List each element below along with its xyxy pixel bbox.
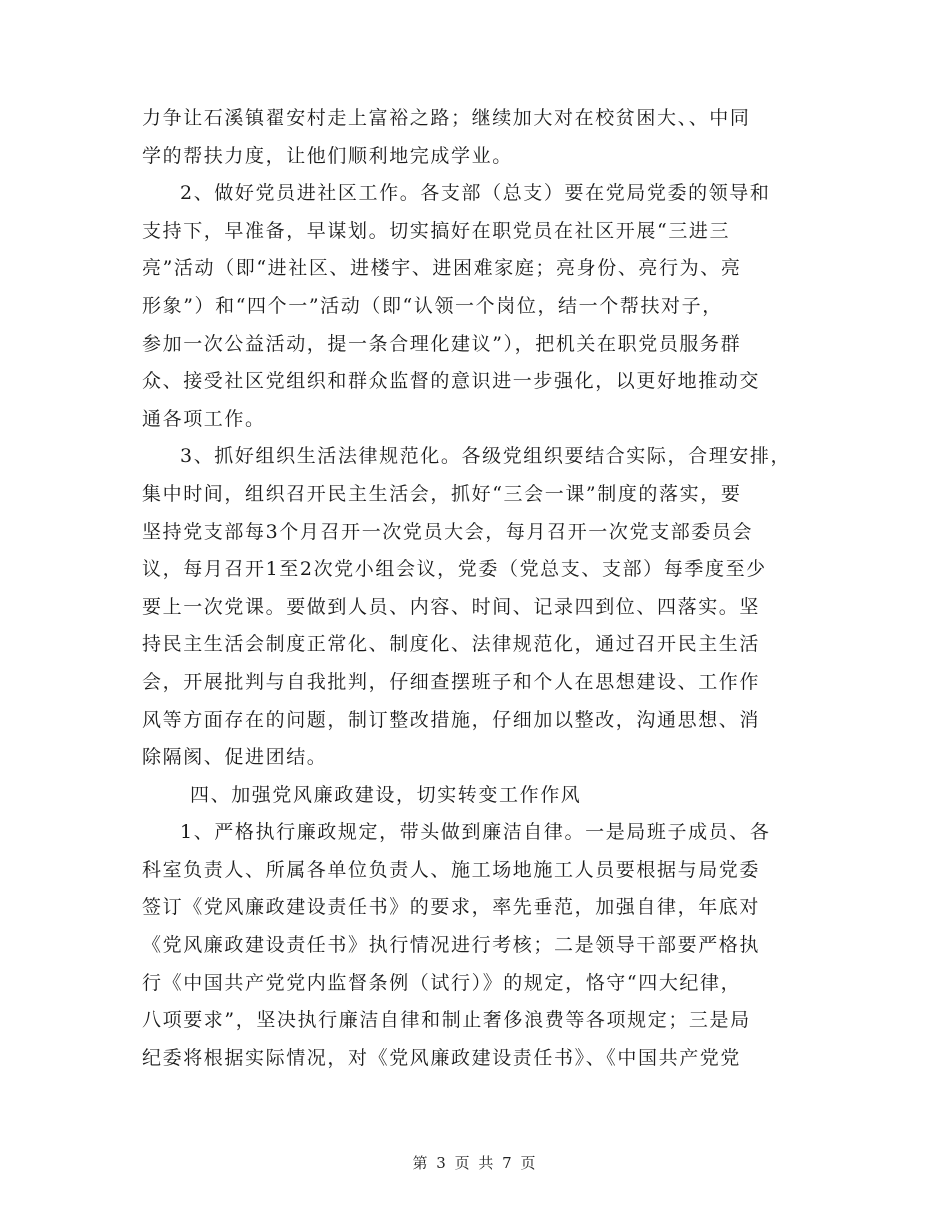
text-line: 参加一次公益活动，提一条合理化建议”），把机关在职党员服务群 (142, 332, 742, 355)
text-line: 风等方面存在的问题，制订整改措施，仔细加以整改，沟通思想、消 (142, 708, 761, 731)
text-line: 学的帮扶力度，让他们顺利地完成学业。 (142, 144, 513, 167)
page-number-footer: 第 3 页 共 7 页 (412, 1154, 538, 1172)
text-line: 形象”）和“四个一”活动（即“认领一个岗位，结一个帮扶对子， (142, 294, 723, 317)
text-line: 支持下，早准备，早谋划。切实搞好在职党员在社区开展“三进三 (142, 219, 731, 242)
text-line: 持民主生活会制度正常化、制度化、法律规范化，通过召开民主生活 (142, 633, 761, 656)
text-line: 行《中国共产党党内监督条例（试行）》的规定，恪守“四大纪律， (142, 971, 742, 994)
text-line: 坚持党支部每3个月召开一次党员大会，每月召开一次党支部委员会 (142, 520, 754, 543)
paragraph-start-line: 2、做好党员进社区工作。各支部（总支）要在党局党委的领导和 (180, 182, 771, 205)
text-line: 《党风廉政建设责任书》执行情况进行考核；二是领导干部要严格执 (142, 934, 761, 957)
text-line: 除隔阂、促进团结。 (142, 746, 328, 769)
text-line: 纪委将根据实际情况，对《党风廉政建设责任书》、《中国共产党党 (142, 1046, 742, 1069)
text-line: 会，开展批判与自我批判，仔细查摆班子和个人在思想建设、工作作 (142, 670, 761, 693)
text-line: 要上一次党课。要做到人员、内容、时间、记录四到位、四落实。坚 (142, 595, 761, 618)
text-line: 众、接受社区党组织和群众监督的意识进一步强化，以更好地推动交 (142, 370, 761, 393)
text-line: 议，每月召开1至2次党小组会议，党委（党总支、支部）每季度至少 (142, 558, 767, 581)
text-line: 力争让石溪镇翟安村走上富裕之路；继续加大对在校贫困大、、中同 (142, 107, 751, 129)
text-line: 亮”活动（即“进社区、进楼宇、进困难家庭；亮身份、亮行为、亮 (142, 257, 742, 280)
text-line: 通各项工作。 (142, 407, 266, 430)
text-line: 集中时间，组织召开民主生活会，抓好“三会一课”制度的落实，要 (142, 482, 742, 505)
document-body (142, 100, 832, 1077)
section-heading: 四、加强党风廉政建设，切实转变工作作风 (190, 783, 582, 806)
text-line: 八项要求”，坚决执行廉洁自律和制止奢侈浪费等各项规定；三是局 (142, 1009, 751, 1032)
paragraph-start-line: 3、抓好组织生活法律规范化。各级党组织要结合实际，合理安排， (180, 445, 792, 468)
paragraph-start-line: 1、严格执行廉政规定，带头做到廉洁自律。一是局班子成员、各 (180, 821, 771, 844)
text-line: 科室负责人、所属各单位负责人、施工场地施工人员要根据与局党委 (142, 858, 761, 881)
text-line: 签订《党风廉政建设责任书》的要求，率先垂范，加强自律，年底对 (142, 896, 761, 919)
